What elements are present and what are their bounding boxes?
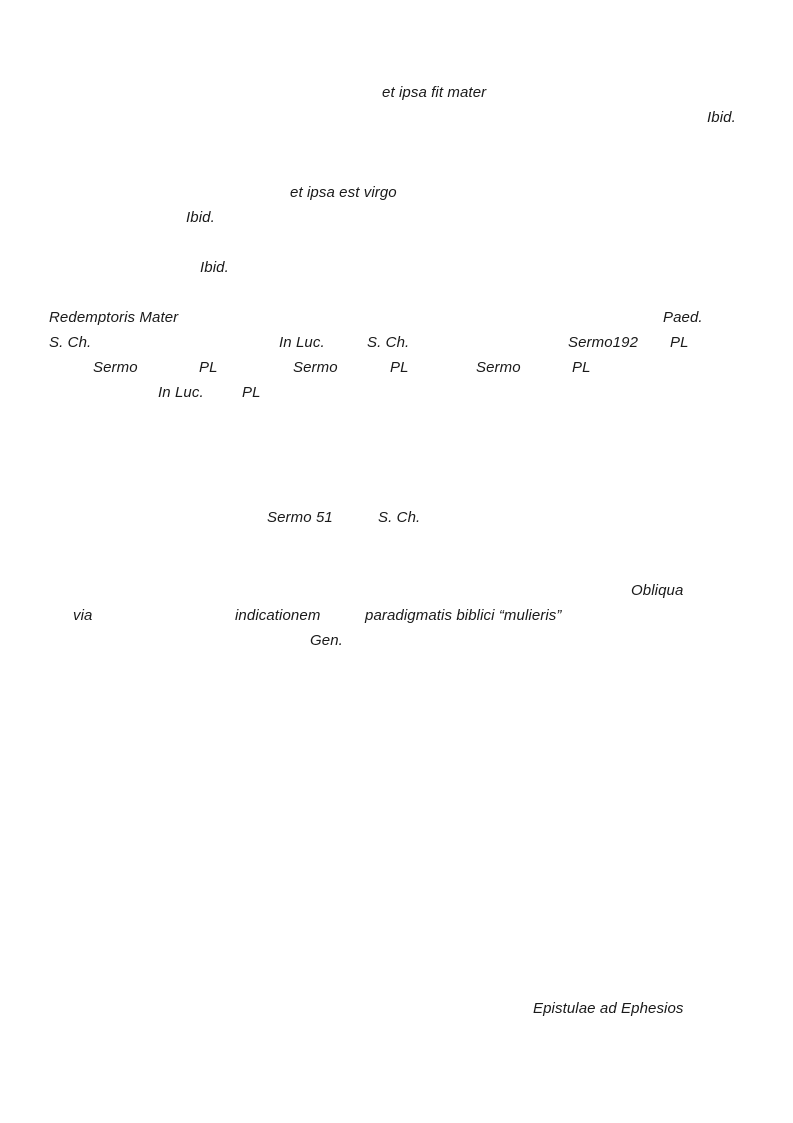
text-fragment: Redemptoris Mater (49, 309, 179, 326)
text-fragment: paradigmatis biblici “mulieris” (365, 607, 562, 624)
text-fragment: Sermo (93, 359, 138, 376)
text-fragment: Gen. (310, 632, 343, 649)
text-fragment: PL (670, 334, 689, 351)
text-fragment: Sermo192 (568, 334, 639, 351)
text-fragment: Ibid. (186, 209, 215, 226)
text-fragment: indicationem (235, 607, 321, 624)
text-fragment: In Luc. (158, 384, 204, 401)
text-fragment: PL (572, 359, 591, 376)
text-fragment: Paed. (663, 309, 703, 326)
text-fragment: PL (199, 359, 218, 376)
text-fragment: S. Ch. (49, 334, 92, 351)
text-fragment: Sermo (293, 359, 338, 376)
text-fragment: Ibid. (707, 109, 736, 126)
text-fragment: et ipsa fit mater (382, 84, 487, 101)
text-fragment: Sermo 51 (267, 509, 333, 526)
text-fragment: Ibid. (200, 259, 229, 276)
text-fragment: et ipsa est virgo (290, 184, 397, 201)
text-fragment: In Luc. (279, 334, 325, 351)
text-fragment: S. Ch. (378, 509, 421, 526)
text-fragment: PL (390, 359, 409, 376)
text-fragment: Epistulae ad Ephesios (533, 1000, 684, 1017)
text-fragment: Obliqua (631, 582, 684, 599)
text-fragment: PL (242, 384, 261, 401)
text-fragment: Sermo (476, 359, 521, 376)
text-fragment: via (73, 607, 93, 624)
text-fragment: S. Ch. (367, 334, 410, 351)
